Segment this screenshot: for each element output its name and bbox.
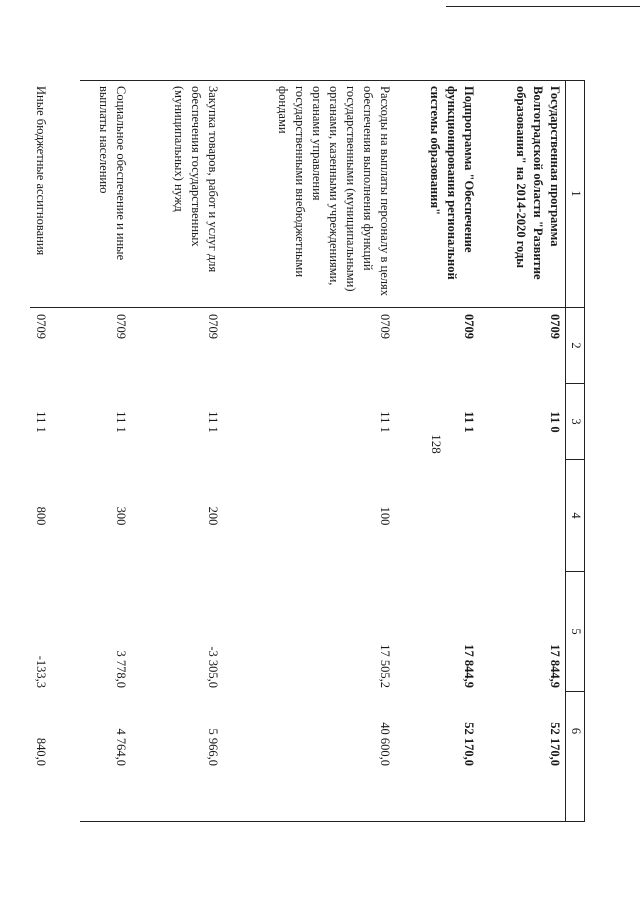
- row-6-change: -133,3: [34, 655, 48, 688]
- row-4-change: -3 305,0: [206, 646, 220, 688]
- row-6-pad: [30, 770, 51, 822]
- row-4-expense-type: 200: [206, 506, 220, 526]
- row-3-expense-type: 100: [378, 506, 392, 526]
- table-top-rule: [584, 80, 585, 822]
- row-5-change: 3 778,0: [114, 650, 128, 688]
- row-4-name: Закупка товаров, работ и услуг для обеспечения государственных (муниципальных) нужд: [131, 80, 223, 308]
- row-4-target: 11 1: [206, 411, 220, 433]
- row-1-pad: [479, 770, 565, 822]
- row-4-section: 0709: [206, 314, 220, 339]
- header-col-3: 3: [565, 384, 585, 460]
- row-3-section: 0709: [378, 314, 392, 339]
- row-1-change: 17 844,9: [548, 644, 562, 688]
- row-5-expense-type: 300: [114, 506, 128, 526]
- header-col-2: 2: [565, 308, 585, 384]
- row-5-total: 4 764,0: [114, 728, 128, 766]
- row-3-change: 17 505,2: [378, 644, 392, 688]
- row-6-target: 11 1: [34, 411, 48, 433]
- row-1-total: 52 170,0: [548, 722, 562, 766]
- page-number: 128: [429, 434, 444, 454]
- header-col-6: 6: [565, 692, 585, 770]
- header-col-7-blank: [565, 770, 585, 822]
- row-4-total: 5 966,0: [206, 728, 220, 766]
- header-col-5: 5: [565, 572, 585, 692]
- row-1-target: 11 0: [548, 411, 562, 433]
- scan-edge-line: [446, 6, 640, 7]
- row-1-section: 0709: [548, 314, 562, 339]
- table-left-rule: [80, 80, 585, 81]
- row-6-total: 840,0: [34, 737, 48, 766]
- row-6-expense-type: 800: [34, 506, 48, 526]
- budget-table: [34, 80, 585, 822]
- row-6-name: Иные бюджетные ассигнования: [30, 80, 51, 308]
- row-5-name: Социальное обеспечение и иные выплаты населению: [51, 80, 131, 308]
- row-5-target: 11 1: [114, 411, 128, 433]
- row-2-expense-type: [395, 460, 479, 572]
- row-5-section: 0709: [114, 314, 128, 339]
- row-3-name: Расходы на выплаты персоналу в целях обеспечения выполнения функций государственными (муниципальными) органами, казенными учреждениями, органами управления государственными внебюджетными фондами: [223, 80, 395, 308]
- row-3-target: 11 1: [378, 411, 392, 433]
- row-5-pad: [51, 770, 131, 822]
- row-2-pad: [395, 770, 479, 822]
- row-2-target: 11 1: [462, 411, 476, 433]
- row-3-pad: [223, 770, 395, 822]
- header-col-1: 1: [565, 80, 585, 308]
- row-1-expense-type: [479, 460, 565, 572]
- row-1-name: Государственная программа Волгоградской области "Развитие образования" на 2014-2020 годы: [479, 80, 565, 308]
- row-4-pad: [131, 770, 223, 822]
- row-2-change: 17 844,9: [462, 644, 476, 688]
- row-2-section: 0709: [462, 314, 476, 339]
- row-6-section: 0709: [34, 314, 48, 339]
- row-3-total: 40 600,0: [378, 722, 392, 766]
- row-2-total: 52 170,0: [462, 722, 476, 766]
- table-right-rule: [80, 821, 585, 822]
- row-2-name: Подпрограмма "Обеспечение функционирования региональной системы образования": [395, 80, 479, 308]
- budget-table-rotated: [34, 80, 585, 822]
- header-col-4: 4: [565, 460, 585, 572]
